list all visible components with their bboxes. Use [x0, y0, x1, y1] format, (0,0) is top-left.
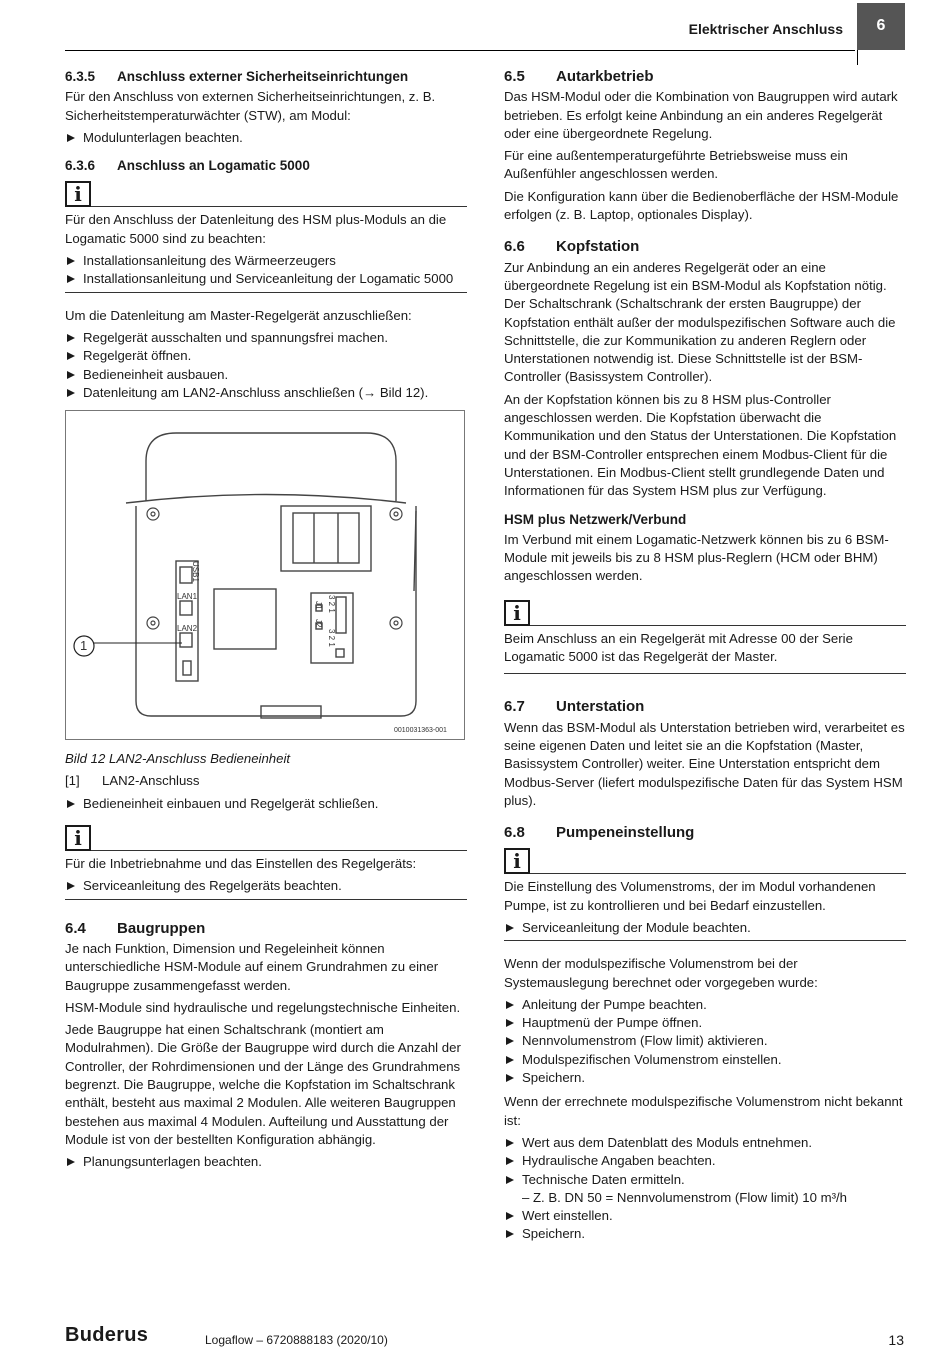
- paragraph: Jede Baugruppe hat einen Schaltschrank (montiert am Modulrahmen). Die Größe der Baugruppe wird durch die Anzahl der Controller, der Rohrdimensionen und der Länge des Grundrahmens begrenzt. Die Baugruppe, welche die Kopfstation im Schaltschrank enthält, besteht aus maximal 2 Modulen. Alle weiteren Baugruppen bestehen aus maximal 4 Modulen. Aufteilung und Ausstattung der Module ist von der bestellten Konfiguration abhängig.: [65, 1022, 461, 1147]
- paragraph: Für den Anschluss von externen Sicherheitseinrichtungen, z. B. Sicherheitstemperaturwächter (STW), am Modul:: [65, 89, 436, 123]
- list-item: Installationsanleitung des Wärmeerzeugers: [65, 252, 467, 270]
- list-item: Wert aus dem Datenblatt des Moduls entnehmen.: [504, 1134, 906, 1152]
- info-box: [504, 848, 906, 941]
- page-number: 13: [888, 1332, 904, 1348]
- header-tick: [857, 50, 858, 65]
- lan1-label: LAN1: [177, 592, 198, 602]
- header-title: Elektrischer Anschluss: [688, 21, 843, 37]
- info-icon: i: [65, 825, 91, 851]
- list-item: Speichern.: [504, 1225, 906, 1243]
- list-item: Regelgerät öffnen.: [65, 347, 467, 365]
- info-box: [65, 825, 467, 900]
- sub-list-item: – Z. B. DN 50 = Nennvolumenstrom (Flow limit) 10 m³/h: [522, 1189, 848, 1205]
- list-item: Modulunterlagen beachten.: [65, 129, 467, 147]
- subheading: HSM plus Netzwerk/Verbund: [504, 511, 687, 527]
- bullet-list: [504, 919, 906, 937]
- right-column: [504, 68, 906, 1244]
- info-text: Die Einstellung des Volumenstroms, der im Modul vorhandenen Pumpe, ist zu kontrollieren und bei Bedarf einzustellen.: [504, 879, 876, 913]
- list-item: Technische Daten ermitteln.: [504, 1171, 906, 1189]
- info-icon: i: [504, 600, 530, 626]
- list-item: Bedieneinheit ausbauen.: [65, 366, 467, 384]
- info-text: Beim Anschluss an ein Regelgerät mit Adresse 00 der Serie Logamatic 5000 ist das Regelgerät der Master.: [504, 630, 853, 665]
- bullet-list: [65, 877, 467, 895]
- lan2-label: LAN2: [177, 624, 198, 634]
- list-item: Installationsanleitung und Serviceanleitung der Logamatic 5000: [65, 270, 467, 288]
- list-item: Speichern.: [504, 1069, 906, 1087]
- paragraph: Das HSM-Modul oder die Kombination von Baugruppen wird autark betrieben. Es erfolgt keine Anbindung an ein anderes Regelgerät oder eine übergeordnete Regelung.: [504, 89, 898, 141]
- paragraph: HSM-Module sind hydraulische und regelungstechnische Einheiten.: [65, 999, 461, 1015]
- bullet-list: [65, 795, 467, 813]
- section-heading: 6.7 Unterstation: [504, 698, 645, 716]
- legend-number: [1]: [65, 773, 80, 789]
- section-heading: 6.6 Kopfstation: [504, 238, 640, 256]
- paragraph: Je nach Funktion, Dimension und Regeleinheit können unterschiedliche HSM-Module auf einem Grundrahmen zu einer Baugruppe zusammengefasst werden.: [65, 940, 439, 993]
- bullet-list: [65, 129, 467, 147]
- list-item: Anleitung der Pumpe beachten.: [504, 996, 906, 1014]
- paragraph: Wenn der errechnete modulspezifische Volumenstrom nicht bekannt ist:: [504, 1094, 903, 1128]
- usb-label: USB1: [191, 561, 200, 583]
- j1-label: J1: [314, 601, 323, 610]
- section-heading: 6.5 Autarkbetrieb: [504, 68, 654, 85]
- list-item: Serviceanleitung der Module beachten.: [504, 919, 906, 937]
- j2-label: J2: [314, 619, 323, 628]
- bullet-list: [65, 252, 467, 289]
- list-item: Nennvolumenstrom (Flow limit) aktivieren.: [504, 1032, 906, 1050]
- figure-code: 0010031363-001: [394, 727, 447, 735]
- paragraph: Wenn der modulspezifische Volumenstrom bei der Systemauslegung berechnet oder vorgegeben wurde:: [504, 956, 818, 990]
- paragraph: An der Kopfstation können bis zu 8 HSM plus-Controller angeschlossen werden. Die Kopfstation überwacht die Kommunikation und den Status der Unterstationen. Die Kopfstation und der BSM-Controller entsprechen einem Modbus-Client für die Unterstationen. Ein Modbus-Client stellt grundlegende Daten und Informationen für das System HSM plus zur Verfügung.: [504, 391, 897, 499]
- chapter-number: 6: [857, 3, 905, 50]
- list-item: Modulspezifischen Volumenstrom einstellen.: [504, 1051, 906, 1069]
- control-unit-drawing: [66, 411, 464, 739]
- section-heading: 6.8 Pumpeneinstellung: [504, 824, 695, 842]
- info-text: Für die Inbetriebnahme und das Einstellen des Regelgeräts:: [65, 856, 417, 872]
- paragraph: Wenn das BSM-Modul als Unterstation betrieben wird, verarbeitet es seine eigenen Daten und leitet sie an die Kopfstation (Master, Basissystem Controller) weiter. Eine Unterstation entspricht dem Modbus-Server (liefert modulspezifische Daten für das System HSM plus).: [504, 719, 905, 808]
- info-box: [65, 181, 467, 292]
- pin-label: 3 2 1: [327, 629, 336, 647]
- pin-label: 3 2 1: [327, 595, 336, 613]
- info-text: Für den Anschluss der Datenleitung des HSM plus-Moduls an die Logamatic 5000 sind zu beachten:: [65, 212, 447, 246]
- section-heading: 6.4 Baugruppen: [65, 919, 206, 937]
- info-icon: i: [504, 848, 530, 874]
- buderus-logo: Buderus: [65, 1324, 149, 1346]
- figure-control-unit: [65, 410, 465, 740]
- bullet-list: [65, 1153, 467, 1171]
- bullet-list: [504, 1207, 906, 1244]
- callout-number: 1: [80, 638, 88, 654]
- figure-legend: [65, 772, 467, 790]
- info-box: [504, 600, 906, 675]
- document-reference: Logaflow – 6720888183 (2020/10): [205, 1333, 388, 1347]
- figure-caption: Bild 12 LAN2-Anschluss Bedieneinheit: [65, 751, 291, 767]
- legend-text: LAN2-Anschluss: [102, 773, 200, 789]
- list-item: Datenleitung am LAN2-Anschluss anschließen (→ Bild 12).: [65, 384, 467, 402]
- paragraph: Zur Anbindung an ein anderes Regelgerät oder an eine übergeordnete Regelung ist ein BSM-Modul als Kopfstation nötig. Der Schaltschrank (Schaltschrank der ersten Baugruppe) der Kopfstation enthält außer der modulspezifischen Software auch die Schnittstelle, die zur Kommunikation zu anderen Reglern oder Unterstationen notwendig ist. Diese Schnittstelle ist der BSM-Controller (Basissystem Controller).: [504, 259, 896, 385]
- list-item: Serviceanleitung des Regelgeräts beachten.: [65, 877, 467, 895]
- bullet-list: [504, 1134, 906, 1189]
- left-column: [65, 68, 467, 1172]
- list-item: Hauptmenü der Pumpe öffnen.: [504, 1014, 906, 1032]
- header-rule: [65, 50, 855, 51]
- paragraph: Die Konfiguration kann über die Bedienoberfläche der HSM-Module erfolgen (z. B. Laptop, optionales Display).: [504, 188, 899, 223]
- list-item: Hydraulische Angaben beachten.: [504, 1152, 906, 1170]
- section-heading: 6.3.5 Anschluss externer Sicherheitseinrichtungen: [65, 69, 409, 84]
- bullet-list: [65, 329, 467, 402]
- list-item: Planungsunterlagen beachten.: [65, 1153, 467, 1171]
- section-heading: 6.3.6 Anschluss an Logamatic 5000: [65, 158, 310, 174]
- paragraph: Für eine außentemperaturgeführte Betriebsweise muss ein Außenfühler angeschlossen werden.: [504, 148, 848, 182]
- paragraph: Im Verbund mit einem Logamatic-Netzwerk können bis zu 6 BSM-Module mit jeweils bis zu 8 HSM plus-Reglern (HCM oder BHM) angeschlossen werden.: [504, 531, 889, 584]
- bullet-list: [504, 996, 906, 1087]
- list-item: Wert einstellen.: [504, 1207, 906, 1225]
- info-icon: i: [65, 181, 91, 207]
- list-item: Bedieneinheit einbauen und Regelgerät schließen.: [65, 795, 467, 813]
- list-item: Regelgerät ausschalten und spannungsfrei machen.: [65, 329, 467, 347]
- paragraph: Um die Datenleitung am Master-Regelgerät anzuschließen:: [65, 307, 412, 323]
